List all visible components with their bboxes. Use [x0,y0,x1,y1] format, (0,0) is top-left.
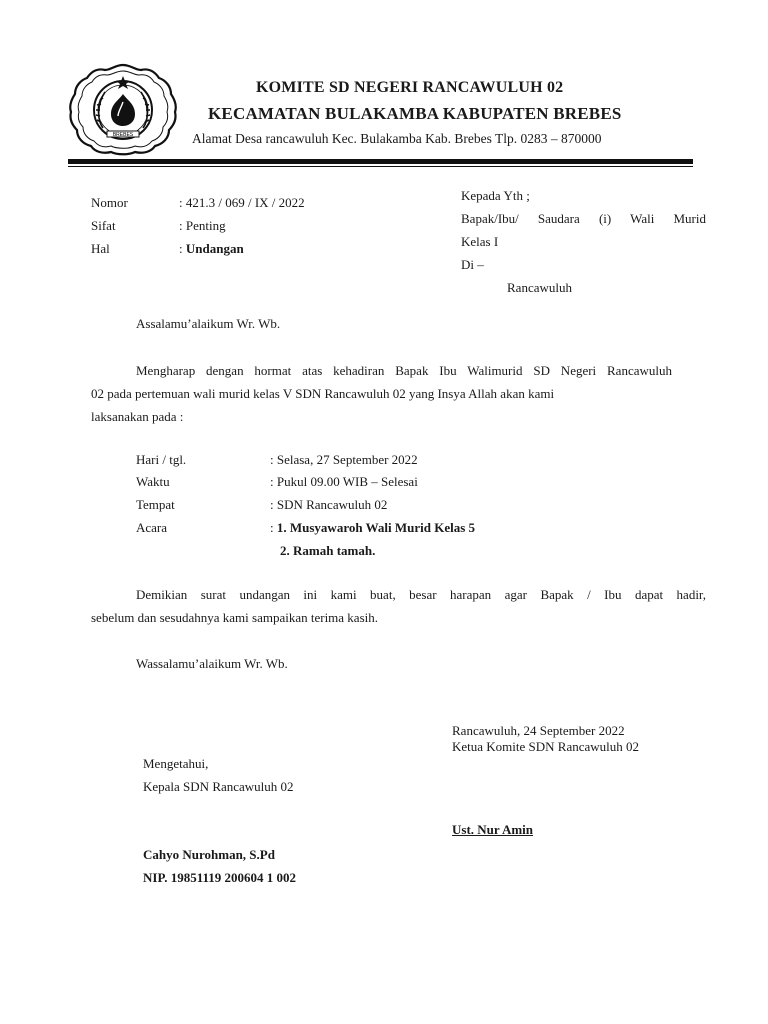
header-divider-thin [68,166,693,167]
nomor-value: : 421.3 / 069 / IX / 2022 [179,195,305,210]
acara-colon: : [270,520,277,535]
head-nip: NIP. 19851119 200604 1 002 [143,870,297,885]
acara-label: Acara [136,520,168,535]
farewell: Wassalamu’alaikum Wr. Wb. [136,656,288,671]
opening-greeting: Assalamu’alaikum Wr. Wb. [136,316,281,331]
tempat-value: : SDN Rancawuluh 02 [270,497,388,512]
para1-line2: 02 pada pertemuan wali murid kelas V SDN Rancawuluh 02 yang Insya Allah akan kami [91,386,555,401]
chair-title: Ketua Komite SDN Rancawuluh 02 [452,739,640,754]
hari-label: Hari / tgl. [136,452,187,467]
hal-colon: : [179,241,186,256]
acara-row [270,520,475,536]
sifat-value: : Penting [179,218,226,233]
waktu-label: Waktu [136,474,170,489]
tempat-label: Tempat [136,497,175,512]
recipient-place: Rancawuluh [507,280,572,295]
district-title: KECAMATAN BULAKAMBA KABUPATEN BREBES [208,104,622,123]
acknowledge-label: Mengetahui, [143,756,209,771]
place-date: Rancawuluh, 24 September 2022 [452,723,625,738]
acara-item-1: 1. Musyawaroh Wali Murid Kelas 5 [276,520,476,535]
closing-line1: Demikian surat undangan ini kami buat, besar harapan agar Bapak / Ibu dapat hadir, [136,587,706,602]
para1-line3: laksanakan pada : [91,409,184,424]
acara-item-2: 2. Ramah tamah. [280,543,376,558]
header-divider [68,159,693,164]
para1-line1: Mengharap dengan hormat atas kehadiran Bapak Ibu Walimurid SD Negeri Rancawuluh [136,363,672,378]
hari-value: : Selasa, 27 September 2022 [270,452,418,467]
recipient-greeting: Kepada Yth ; [461,188,530,203]
hal-value: Undangan [185,241,244,256]
emblem-text: BREBES [112,132,134,138]
chair-name: Ust. Nur Amin [452,822,534,837]
head-title: Kepala SDN Rancawuluh 02 [143,779,294,794]
school-committee-emblem [67,62,179,156]
head-name: Cahyo Nurohman, S.Pd [143,847,275,862]
committee-title: KOMITE SD NEGERI RANCAWULUH 02 [256,79,564,96]
address-line: Alamat Desa rancawuluh Kec. Bulakamba Kab. Brebes Tlp. 0283 – 870000 [192,131,602,146]
hal-label: Hal [91,241,110,256]
waktu-value: : Pukul 09.00 WIB – Selesai [270,474,418,489]
recipient-class: Kelas I [461,234,499,249]
recipient-di: Di – [461,257,484,272]
hal-row [179,241,244,257]
closing-line2: sebelum dan sesudahnya kami sampaikan terima kasih. [91,610,379,625]
recipient-addressee: Bapak/Ibu/ Saudara (i) Wali Murid [461,211,706,226]
sifat-label: Sifat [91,218,116,233]
nomor-label: Nomor [91,195,128,210]
